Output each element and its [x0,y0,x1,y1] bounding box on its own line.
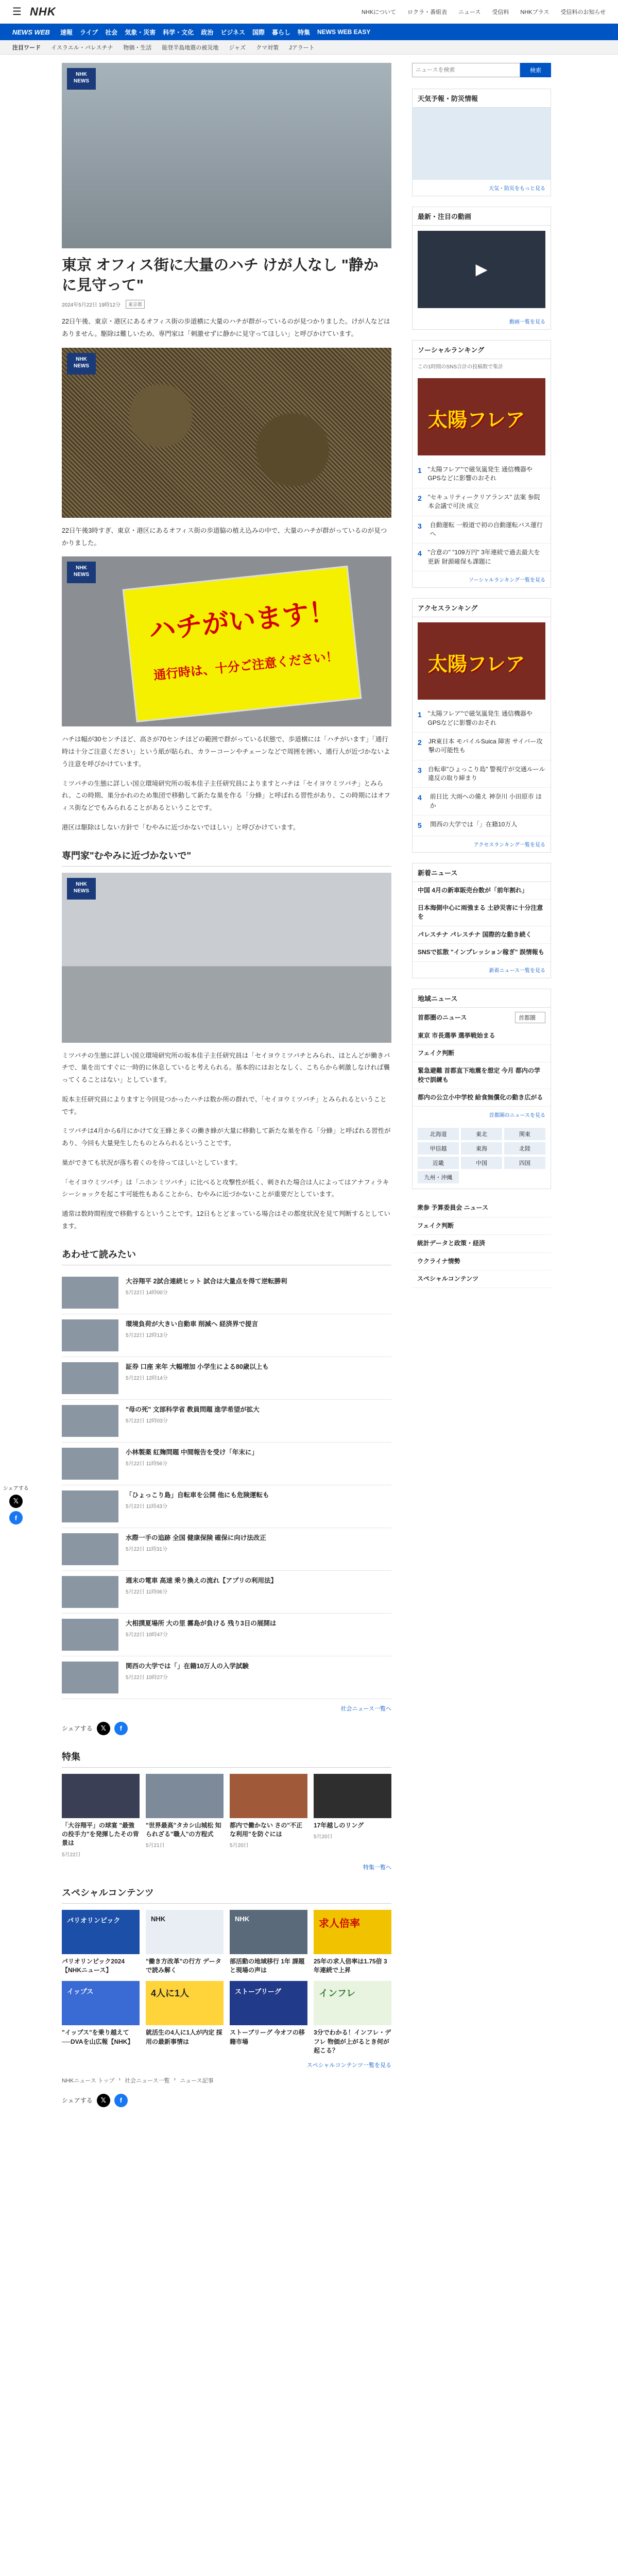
trending-bar [0,40,618,55]
paragraph: ハチは幅が30センチほど、高さが70センチほどの範囲で群がっている状態で、歩道横には「ハチがいます」「通行時は十分ご注意ください」という紙が貼られ、カラーコーンやチェーンなどで周囲を囲い、通行人が近づかないよう注意を呼びかけています。 [62,736,390,768]
top-links [362,8,606,16]
sign-text-sub: 通行時は、十分ご注意ください！ [153,649,339,683]
weather-heading: 天気予報・防災情報 [413,89,551,108]
nhk-news-badge: NHK NEWS [67,562,96,583]
news-item[interactable]: SNSで拡散 "インプレッション稼ぎ" 誤情報も [413,944,551,961]
street-image [62,873,391,1043]
thumbnail: イップス [62,1981,140,2025]
paragraph: 坂本主任研究員によりますと今回見つかったハチは数か所の群れで、「セイヨウミツバチ」とみられるということです。 [62,1095,387,1115]
social-ranking-box [412,340,551,588]
facebook-share-icon[interactable]: f [114,1722,128,1735]
special-card[interactable]: 4人に1人 就活生の4人に1人が内定 採用の最新事情は [146,1981,224,2055]
paragraph: 22日午後、東京・港区にあるオフィス街の歩道横に大量のハチが群がっているのが見つかりました。けが人などはありません。駆除は難しいため、専門家は「刺激せずに静かに見守ってほしい」と呼びかけています。 [62,318,390,338]
sidebar [412,63,551,2116]
movie-heading: 最新・注目の動画 [413,207,551,226]
x-share-icon[interactable]: 𝕏 [9,1495,23,1508]
paragraph: 巣ができても状況が落ち着くのを待ってほしいとしています。 [62,1159,242,1166]
new-link[interactable]: 新着ニュース一覧を見る [489,968,545,974]
top-link-fee[interactable]: 受信料 [492,9,509,15]
related-item[interactable]: 関西の大学では「」在籍10万人の入学試験 5月22日 10時27分 [62,1656,391,1699]
x-share-icon[interactable]: 𝕏 [97,2094,110,2107]
feature-card[interactable]: 17年越しのリング 5月20日 [314,1774,391,1858]
floating-share [3,1484,29,1524]
breadcrumb: NHKニュース トップ › 社会ニュース一覧 › ニュース記事 [62,2076,214,2084]
special-card[interactable]: パリオリンピック パリオリンピック2024【NHKニュース】 [62,1910,140,1975]
top-link-notice[interactable]: 受信料のお知らせ [560,9,606,15]
nav-item[interactable]: ビジネス [220,28,245,36]
thumbnail: NHK [146,1910,224,1954]
related-item[interactable]: "母の死" 文部科学省 教員問題 進学希望が拡大 5月22日 12時03分 [62,1400,391,1443]
local-header: 首都圏のニュース 首都圏 [413,1008,551,1027]
social-sub: この1時間のSNS合計の投稿数で集計 [418,364,504,370]
search-button[interactable]: 検索 [520,63,551,77]
special-card[interactable]: インフレ 3分でわかる！インフレ・デフレ 物価が上がるとき何が起こる？ [314,1981,391,2055]
social-link[interactable]: ソーシャルランキング一覧を見る [468,578,545,584]
local-link[interactable]: 首都圏のニュースを見る [489,1113,545,1119]
ranking-item[interactable]: 4 前日比 大雨への備え 神奈川 小田原市 ほか [413,788,551,816]
thumbnail [314,1774,391,1818]
top-link-about[interactable]: NHKについて [361,9,396,15]
facebook-share-icon[interactable]: f [9,1511,23,1524]
nav-item[interactable]: 特集 [297,28,310,36]
facebook-share-icon[interactable]: f [114,2094,128,2107]
special-grid [62,1910,391,2056]
nhk-news-badge: NHK NEWS [67,68,96,90]
hero-image [62,63,391,248]
bees-image [62,348,391,518]
thumbnail: 求人倍率 [314,1910,391,1954]
region-button[interactable]: 中国 [461,1157,502,1169]
paragraph: ミツバチの生態に詳しい国立環境研究所の坂本佳子主任研究員によりますとハチは「セイヨウミツバチ」とみられ、この時期、巣分かれのため集団で移動して新たな巣を作る「分蜂」と呼ばれる習性があり、この時期にはオフィス街などでもみられることがあるということです。 [62,779,390,812]
thumbnail: ストーブリーグ [230,1981,307,2025]
image-caption: 22日午後3時すぎ、東京・港区にあるオフィス街の歩道脇の植え込みの中で、大量のハチが群がっているのが見つかりました。 [62,527,387,547]
nav-item[interactable]: 気象・災害 [125,28,156,36]
paragraph: ミツバチは4月から6月にかけて女王蜂と多くの働き蜂が大量に移動して新たな巣を作る「分蜂」と呼ばれる習性があり、今回も大量発生したものとみられるということです。 [62,1127,391,1147]
related-item[interactable]: 環境負荷が大きい自動車 削減へ 経済界で提言 5月22日 12時13分 [62,1314,391,1357]
new-news-box [412,863,551,978]
nav-item[interactable]: 政治 [201,28,214,36]
special-link-item[interactable]: ウクライナ情勢 [412,1253,551,1270]
thumbnail [62,1662,118,1693]
share-bar-bottom [62,2094,391,2107]
related-item[interactable]: 大相撲夏場所 大の里 霧島が負ける 残り3日の展開は 5月22日 10時47分 [62,1614,391,1656]
special-more-link[interactable]: スペシャルコンテンツ一覧を見る [306,2062,391,2069]
region-button[interactable]: 四国 [504,1157,545,1169]
special-card[interactable]: イップス "イップス"を乗り越えて──DVAを山広報【NHK】 [62,1981,140,2055]
special-link-item[interactable]: 衆参 予算委員会 ニュース [412,1199,551,1217]
share-label: シェアする [3,1486,29,1492]
related-item[interactable]: 大谷翔平 2試合連続ヒット 試合は大量点を得て逆転勝利 5月22日 14時00分 [62,1272,391,1314]
news-item[interactable]: 日本海側中心に雨強まる 土砂災害に十分注意を [413,900,551,926]
ranking-item[interactable]: 2 JR東日本 モバイルSuica 障害 サイバー攻撃の可能性も [413,733,551,760]
news-item[interactable]: 緊急避難 首都直下地震を想定 今月 都内の学校で訓練も [413,1062,551,1089]
access-ranking-box [412,598,551,852]
more-link[interactable]: 社会ニュース一覧へ [340,1705,391,1712]
movie-box [412,207,551,330]
special-link-item[interactable]: 統計データと政策・経済 [412,1235,551,1252]
thumbnail [62,1619,118,1651]
news-item[interactable]: フェイク判断 [413,1045,551,1062]
warning-sign-image [62,556,391,726]
news-item[interactable]: パレスチナ パレスチナ 国際的な動き続く [413,926,551,944]
top-link-news[interactable]: ニュース [458,9,481,15]
share-label: シェアする [62,2097,93,2105]
special-link-item[interactable]: スペシャルコンテンツ [412,1270,551,1288]
article-main [62,63,391,2116]
ranking-item[interactable]: 4 "合意の" "109万円" 3年連続で過去最大を更新 財源確保も課題に [413,544,551,571]
flare-image[interactable]: 太陽フレア [418,622,545,700]
ranking-item[interactable]: 1 "太陽フレア"で磁気嵐発生 通信機器やGPSなどに影響のおそれ [413,705,551,733]
weather-box [412,89,551,196]
trending-item[interactable]: クマ対策 [256,44,279,51]
news-item[interactable]: 都内の公立小中学校 給食無償化の動き広がる [413,1089,551,1107]
ranking-item[interactable]: 2 "セキュリティークリアランス" 法案 参院本会議で可決 成立 [413,488,551,516]
nav-item[interactable]: ライブ [79,28,98,36]
nav-item[interactable]: NEWS WEB EASY [317,28,371,36]
breadcrumb-item: ニュース記事 [180,2077,214,2084]
thumbnail [62,1774,140,1818]
paragraph: 「セイヨウミツバチ」は「ニホンミツバチ」に比べると攻撃性が低く、刺された場合は人によってはアナフィラキシーショックを起こす可能性もあることから、むやみに近づかないことが重要だとしています。 [62,1178,389,1198]
special-links [412,1199,551,1288]
related-item[interactable]: 水際一手の追跡 全国 健康保険 確保に向け法改正 5月22日 11時31分 [62,1528,391,1571]
thumbnail [62,1405,118,1437]
access-link[interactable]: アクセスランキング一覧を見る [473,842,545,848]
feature-grid [62,1774,391,1858]
trending-item[interactable]: 物価・生活 [123,44,152,51]
thumbnail [62,1319,118,1351]
thumbnail: NHK [230,1910,307,1954]
video-thumbnail[interactable] [418,231,545,308]
article-meta [62,300,391,309]
news-web-brand[interactable]: NEWS WEB [12,28,50,36]
news-item[interactable]: 中国 4月の新車販売台数が「前年割れ」 [413,882,551,900]
main-nav [0,24,618,40]
nav-item[interactable]: 社会 [105,28,118,36]
related-item[interactable]: 週末の電車 高速 乗り換えの流れ【アプリの利用法】 5月22日 11時06分 [62,1571,391,1614]
ranking-item[interactable]: 3 自転車"ひょっこり島" 警視庁が交通ルール違反の取り締まり [413,760,551,788]
article-tag[interactable]: 東京都 [126,300,145,309]
feature-heading: 特集 [62,1750,391,1768]
search-form [412,63,551,77]
nhk-logo[interactable]: NHK [29,5,56,18]
x-share-icon[interactable]: 𝕏 [97,1722,110,1735]
special-card[interactable]: 求人倍率 25年の求人倍率は1.75倍 3年連続で上昇 [314,1910,391,1975]
related-item[interactable]: 「ひょっこり島」自転車を公開 他にも危険運転も 5月22日 11時43分 [62,1485,391,1528]
flare-image[interactable]: 太陽フレア [418,378,545,455]
article-date: 2024年5月22日 19時12分 [62,302,121,309]
special-card[interactable]: NHK "働き方改革"の行方 データで読み解く [146,1910,224,1975]
access-heading: アクセスランキング [413,599,551,617]
thumbnail: パリオリンピック [62,1910,140,1954]
thumbnail [146,1774,224,1818]
thumbnail: 4人に1人 [146,1981,224,2025]
trending-label: 注目ワード [12,44,41,51]
trending-item[interactable]: ジャズ [229,44,246,51]
region-grid [413,1123,551,1189]
nav-item[interactable]: 速報 [60,28,73,36]
special-link-item[interactable]: フェイク判断 [412,1217,551,1235]
breadcrumb-item[interactable]: 社会ニュース一覧 [125,2077,170,2084]
nav-item[interactable]: 科学・文化 [163,28,194,36]
weather-link[interactable]: 天気・防災をもっと見る [489,186,545,192]
region-button[interactable]: 甲信越 [418,1142,459,1155]
share-bar [62,1722,391,1735]
share-label: シェアする [62,1725,93,1733]
news-item[interactable]: 東京 市長選挙 選挙戦始まる [413,1027,551,1045]
region-button[interactable]: 九州・沖縄 [418,1171,459,1183]
nav-item[interactable]: 暮らし [271,28,290,36]
paragraph: 港区は駆除はしない方針で「むやみに近づかないでほしい」と呼びかけています。 [62,823,300,831]
thumbnail [230,1774,307,1818]
region-select[interactable]: 首都圏 [515,1012,545,1023]
nhk-news-badge: NHK NEWS [67,353,96,375]
feature-card[interactable]: 都内で働かない さの"不正な利用"を防ぐには 5月20日 [230,1774,307,1858]
local-news-box [412,989,551,1190]
feature-card[interactable]: 「大谷翔平」の球宴 "最強の投手力"を発揮したその背景は 5月22日 [62,1774,140,1858]
region-button[interactable]: 東北 [461,1128,502,1140]
thumbnail [62,1362,118,1394]
search-input[interactable] [412,63,520,77]
thumbnail [62,1576,118,1608]
paragraph: 通常は数時間程度で移動するということです。12日もとどまっている場合はその都度状況を見て判断するとしています。 [62,1210,390,1230]
related-item[interactable]: 小林製薬 紅麹問題 中間報告を受け「年末に」 5月22日 11時56分 [62,1443,391,1485]
trending-item[interactable]: 能登半島地震の被災地 [162,44,219,51]
section-heading: 専門家"むやみに近づかないで" [62,849,391,867]
region-button[interactable]: 北海道 [418,1128,459,1140]
warning-sign [123,566,362,723]
local-heading: 地域ニュース [413,989,551,1008]
thumbnail [62,1490,118,1522]
play-icon[interactable]: ▶ [475,261,488,278]
sign-text-main: ハチがいます！ [147,597,337,646]
thumbnail [62,1533,118,1565]
related-list [62,1272,391,1699]
region-button[interactable]: 近畿 [418,1157,459,1169]
related-heading: あわせて読みたい [62,1247,391,1265]
special-card[interactable]: ストーブリーグ ストーブリーグ 今オフの移籍市場 [230,1981,307,2055]
breadcrumb-item[interactable]: NHKニュース トップ [62,2077,115,2084]
ranking-item[interactable]: 5 関西の大学では「」在籍10万人 [413,816,551,836]
feature-more-link[interactable]: 特集一覧へ [363,1864,391,1871]
special-card[interactable]: NHK 部活動の地域移行 1年 課題と現場の声は [230,1910,307,1975]
ranking-item[interactable]: 3 自動運転 一般道で初の自動運転バス運行へ [413,516,551,544]
feature-card[interactable]: "世界最高"タカシ山城松 知られざる"職人"の方程式 5月21日 [146,1774,224,1858]
new-heading: 新着ニュース [413,863,551,882]
region-button[interactable]: 北陸 [504,1142,545,1155]
social-heading: ソーシャルランキング [413,341,551,359]
nav-item[interactable]: 国際 [252,28,265,36]
thumbnail [62,1448,118,1480]
ranking-item[interactable]: 1 "太陽フレア"で磁気嵐発生 通信機器やGPSなどに影響のおそれ [413,461,551,488]
trending-item[interactable]: イスラエル・パレスチナ [51,44,113,51]
nhk-news-badge: NHK NEWS [67,878,96,900]
top-link-schedule[interactable]: ロクラ・番組表 [407,9,447,15]
article-title: 東京 オフィス街に大量のハチ けが人なし "静かに見守って" [62,257,379,294]
trending-item[interactable]: Jアラート [289,44,315,51]
special-heading: スペシャルコンテンツ [62,1886,391,1904]
paragraph: ミツバチの生態に詳しい国立環境研究所の坂本佳子主任研究員は「セイヨウミツバチとみられ、ほとんどが働きバチで、巣を出てすぐに一時的に休息していると考えられる。基本的にはおとなしく、こちらから刺激しなければ襲ってくることはない」としています。 [62,1052,390,1084]
thumbnail [62,1277,118,1309]
top-link-plus[interactable]: NHKプラス [520,9,550,15]
region-button[interactable]: 東海 [461,1142,502,1155]
thumbnail: インフレ [314,1981,391,2025]
movie-link[interactable]: 動画一覧を見る [509,319,545,325]
top-header [0,0,618,24]
menu-icon[interactable]: ☰ [12,6,22,18]
region-button[interactable]: 関東 [504,1128,545,1140]
weather-map[interactable] [413,108,551,180]
related-item[interactable]: 証券 口座 来年 大幅増加 小学生による80歳以上も 5月22日 12時14分 [62,1357,391,1400]
